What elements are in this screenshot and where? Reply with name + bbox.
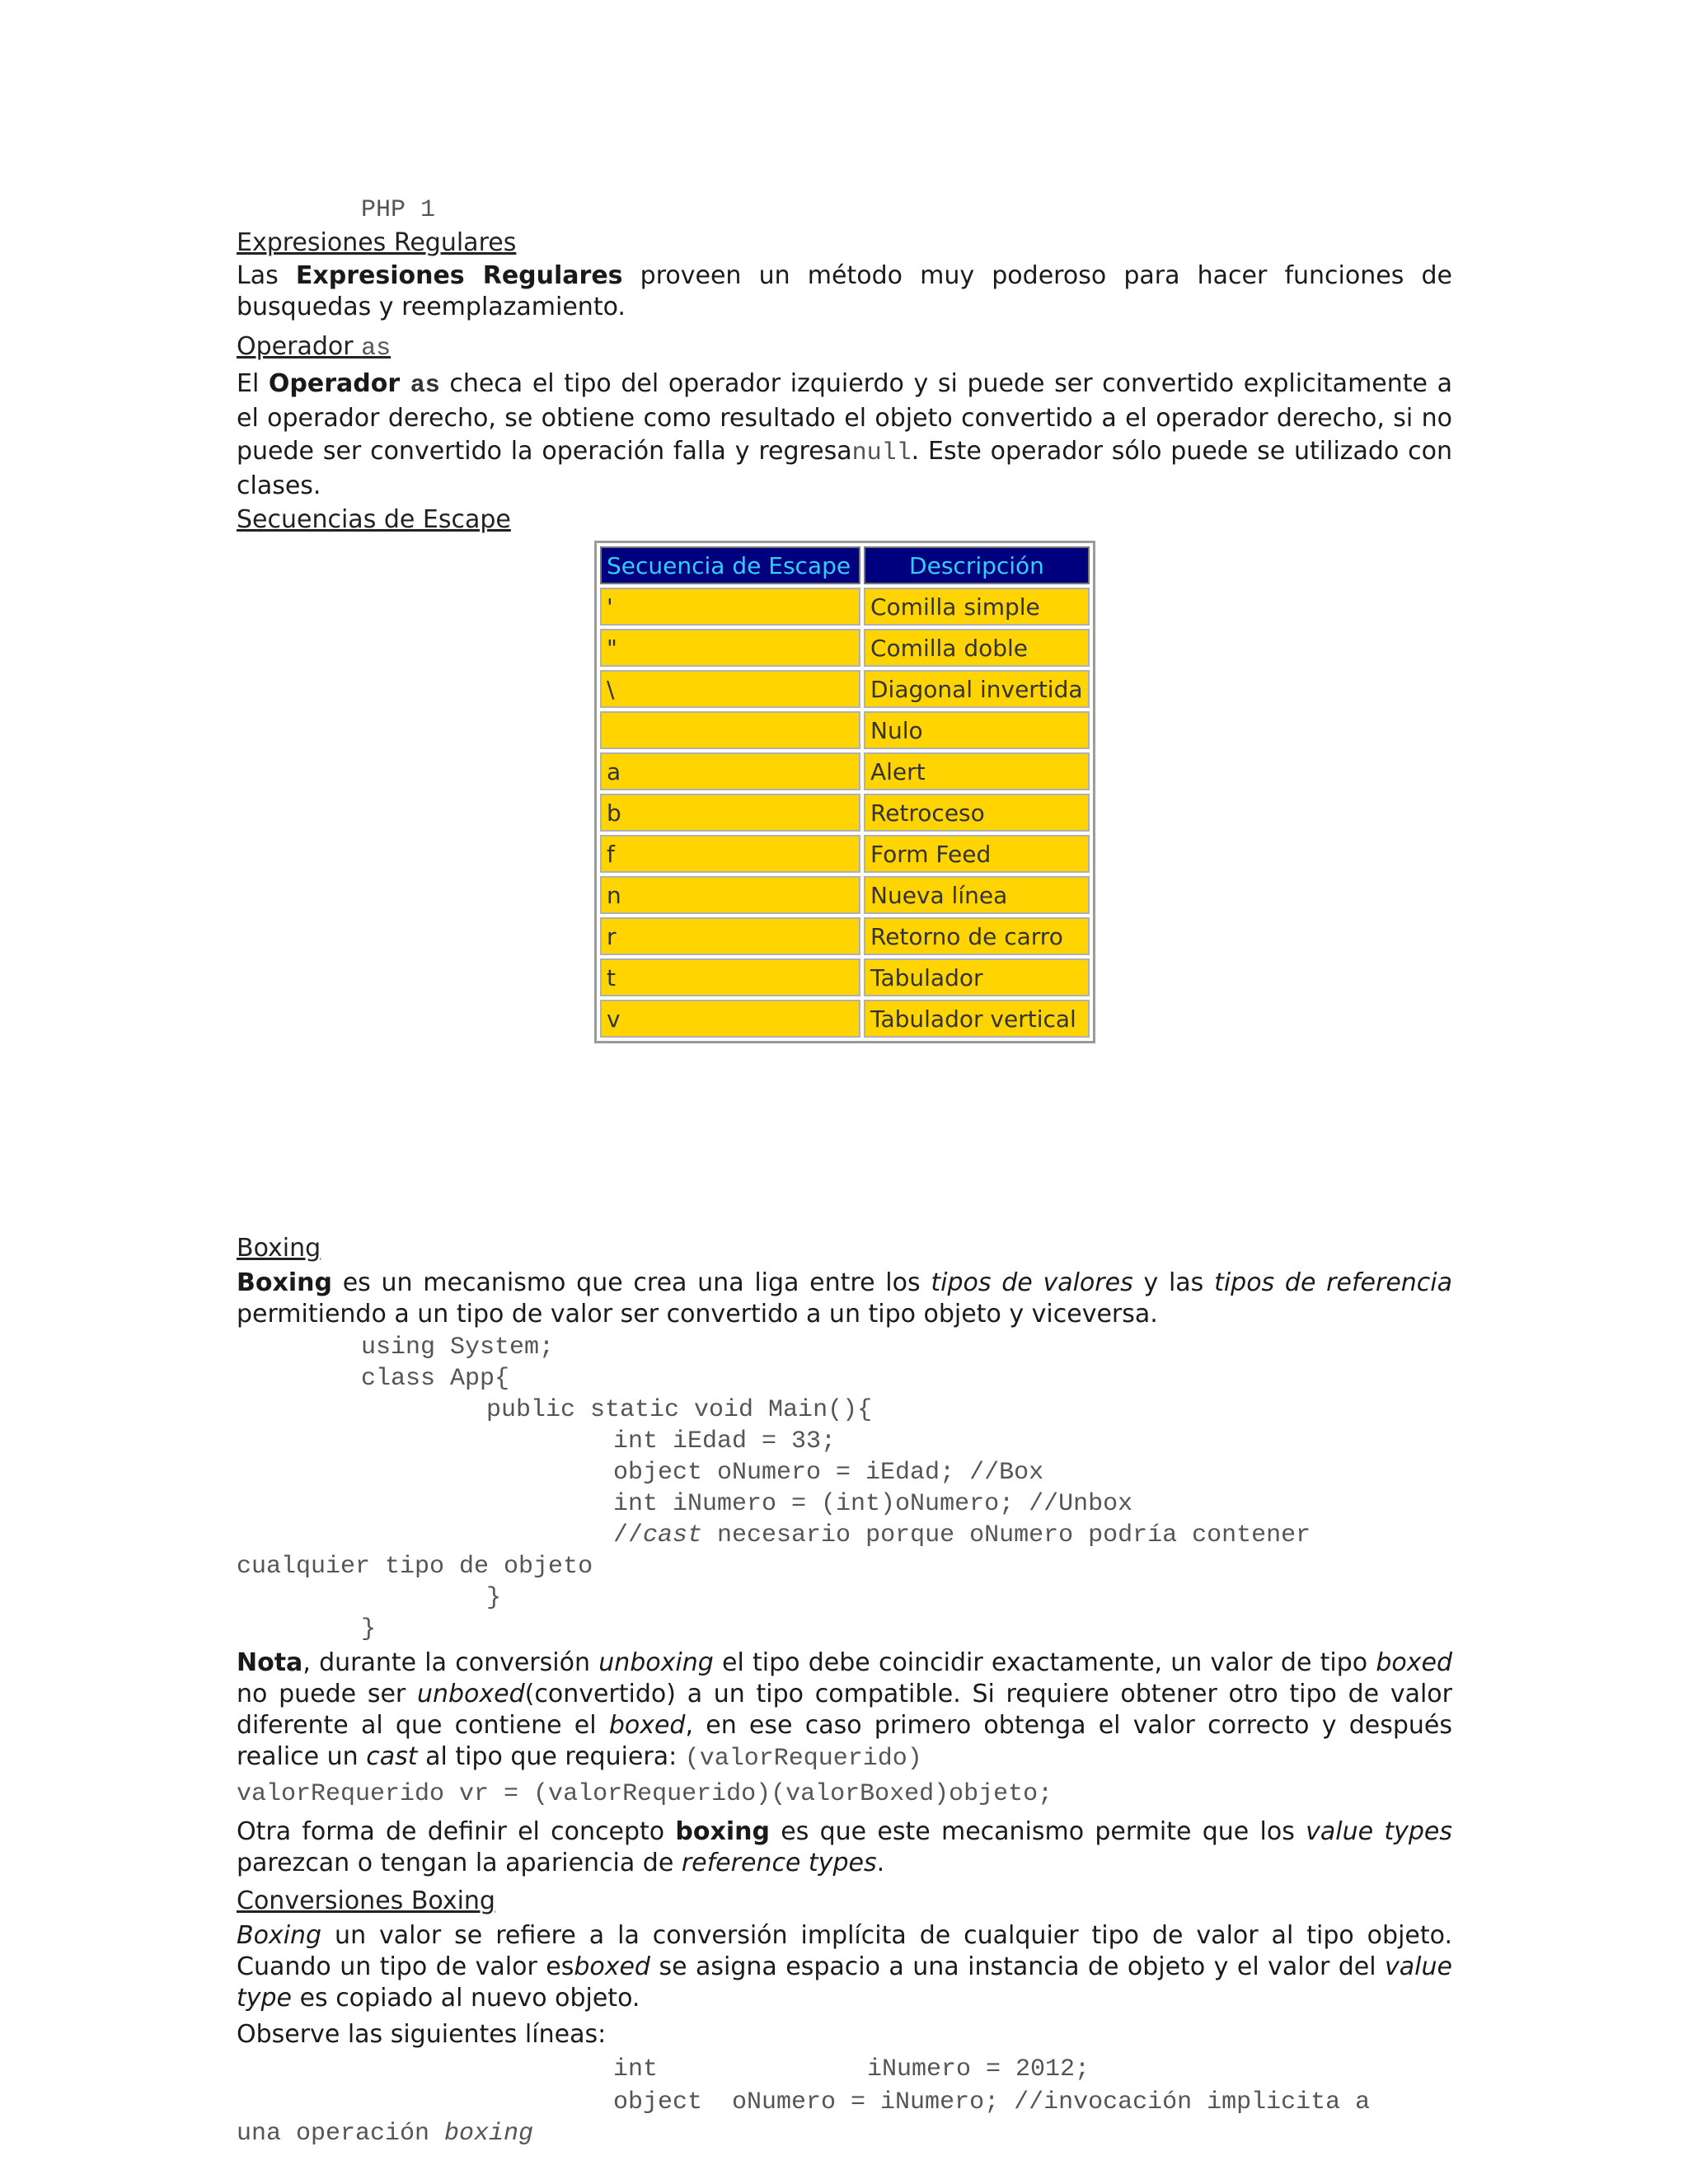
table-header-row [600, 546, 1090, 584]
paragraph-operador-as: El Operador as checa el tipo del operador izquierdo y si puede ser convertido explicitamente a el operador derecho, se obtiene como resultado el objeto convertido a el operador derecho, si no puede ser convertido la operación falla y regresanull. Este operador sólo puede se utilizado con clases. [237, 369, 1453, 500]
table-row [600, 958, 1090, 996]
code-line: object oNumero = iEdad; //Box [613, 1459, 1044, 1487]
table-cell: t [600, 958, 860, 996]
code-line: class App{ [361, 1365, 510, 1393]
table-row [600, 1000, 1090, 1038]
table-cell: Nueva línea [864, 876, 1090, 914]
table-cell: Retroceso [864, 794, 1090, 832]
doc-header: PHP 1 [361, 196, 436, 224]
code-line: } [361, 1615, 377, 1643]
table-cell: Tabulador vertical [864, 1000, 1090, 1038]
table-cell: a [600, 752, 860, 790]
code-line-cast: valorRequerido vr = (valorRequerido)(valorBoxed)objeto; [237, 1780, 1053, 1808]
table-cell: v [600, 1000, 860, 1038]
table-row [600, 629, 1090, 667]
paragraph-conversiones: Boxing un valor se refiere a la conversión implícita de cualquier tipo de valor al tipo objeto. Cuando un tipo de valor esboxed se asigna espacio a una instancia de objeto y el valor del value type es copiado al nuevo objeto. [237, 1921, 1452, 2013]
heading-conversiones-boxing [237, 1886, 1452, 1917]
table-cell: Tabulador [864, 958, 1090, 996]
code-line: object oNumero = iNumero; //invocación implicita a [613, 2088, 1371, 2116]
code-line: using System; [361, 1333, 555, 1361]
code-line: int iEdad = 33; [613, 1427, 837, 1455]
table-cell: f [600, 835, 860, 873]
code-line: } [486, 1584, 502, 1612]
table-row [600, 835, 1090, 873]
table-header-cell: Secuencia de Escape [600, 546, 860, 584]
table-row [600, 670, 1090, 708]
table-row [600, 711, 1090, 749]
paragraph-otra-forma: Otra forma de definir el concepto boxing es que este mecanismo permite que los value types parezcan o tengan la apariencia de reference types. [237, 1817, 1452, 1877]
table-row [600, 752, 1090, 790]
heading-regex-text: Expresiones Regulares [237, 228, 517, 257]
table-cell: Comilla simple [864, 588, 1090, 626]
code-line: int [613, 2055, 659, 2083]
table-row [600, 917, 1090, 955]
code-line: public static void Main(){ [486, 1396, 873, 1424]
table-cell: \ [600, 670, 860, 708]
paragraph-observe: Observe las siguientes líneas: [237, 2020, 607, 2049]
escape-sequences-table [594, 541, 1095, 1043]
heading-conversiones-boxing-text: Conversiones Boxing [237, 1886, 495, 1915]
paragraph-boxing: Boxing es un mecanismo que crea una liga entre los tipos de valores y las tipos de referencia permitiendo a un tipo de valor ser convertido a un tipo objeto y viceversa. [237, 1268, 1453, 1329]
paragraph-regex: Las Expresiones Regulares proveen un método muy poderoso para hacer funciones de busquedas y reemplazamiento. [237, 261, 1452, 321]
table-header-cell: Descripción [864, 546, 1090, 584]
heading-boxing-text: Boxing [237, 1234, 321, 1263]
table-cell: ' [600, 588, 860, 626]
table-row [600, 794, 1090, 832]
table-row [600, 876, 1090, 914]
code-line: cualquier tipo de objeto [237, 1553, 593, 1581]
table-cell: Alert [864, 752, 1090, 790]
table-cell: n [600, 876, 860, 914]
table-cell [600, 711, 860, 749]
heading-secuencias-escape [237, 504, 1452, 536]
code-line: int iNumero = (int)oNumero; //Unbox [613, 1490, 1133, 1518]
table-cell: Retorno de carro [864, 917, 1090, 955]
paragraph-nota: Nota, durante la conversión unboxing el tipo debe coincidir exactamente, un valor de tipo boxed no puede ser unboxed(convertido) a un tipo compatible. Si requiere obtener otro tipo de valor diferente al que contiene el boxed, en ese caso primero obtenga el valor correcto y después realice un cast al tipo que requiera: (valorRequerido) [237, 1648, 1452, 1773]
table-cell: Comilla doble [864, 629, 1090, 667]
heading-operador-as: Operador as [237, 332, 392, 363]
table-cell: Nulo [864, 711, 1090, 749]
heading-secuencias-escape-text: Secuencias de Escape [237, 505, 511, 534]
table-cell: b [600, 794, 860, 832]
code-line: una operación boxing [237, 2120, 534, 2148]
code-line: iNumero = 2012; [867, 2055, 1090, 2083]
heading-boxing [237, 1233, 1452, 1264]
table-cell: Form Feed [864, 835, 1090, 873]
table-cell: " [600, 629, 860, 667]
table-cell: Diagonal invertida [864, 670, 1090, 708]
table-row [600, 588, 1090, 626]
heading-regex [237, 227, 1452, 259]
code-line: //cast necesario porque oNumero podría contener [613, 1521, 1311, 1549]
table-cell: r [600, 917, 860, 955]
